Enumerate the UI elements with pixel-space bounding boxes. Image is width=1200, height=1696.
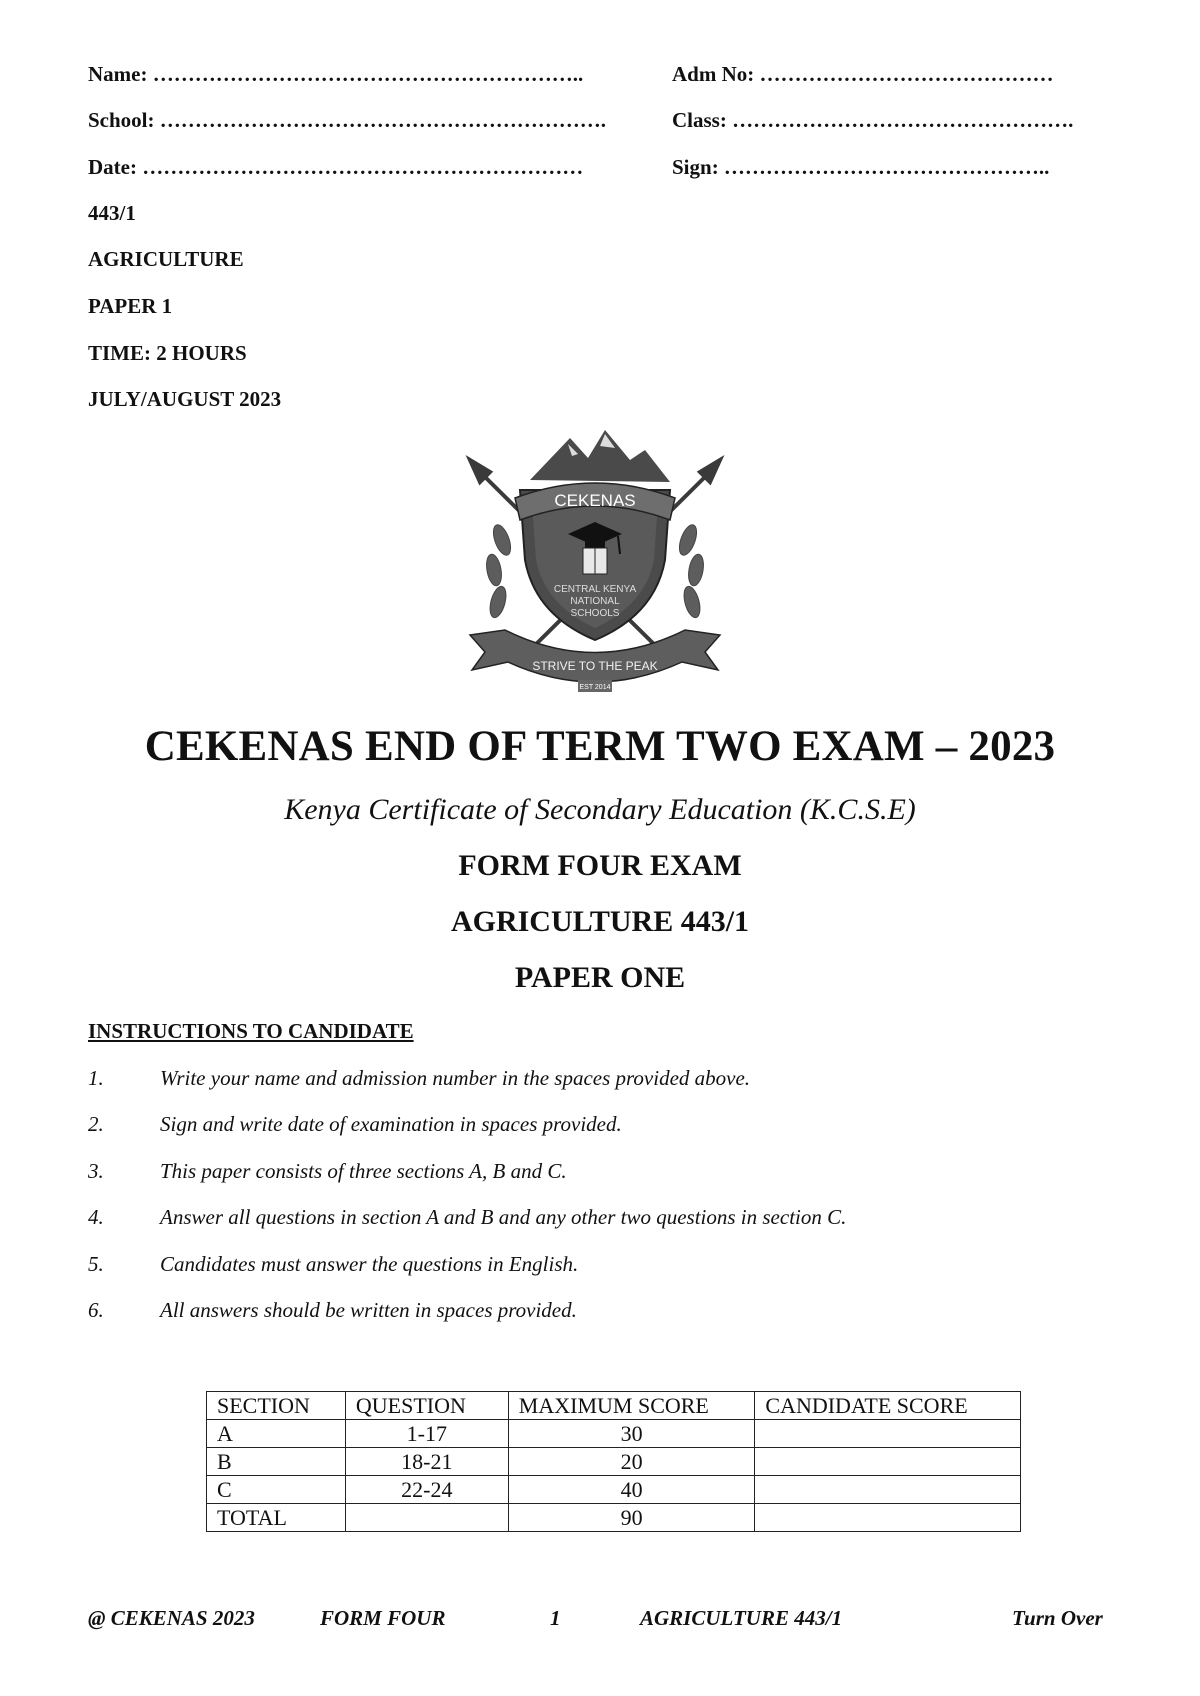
question-cell: 18-21 bbox=[345, 1448, 508, 1476]
question-cell bbox=[345, 1504, 508, 1532]
instruction-item: 6. All answers should be written in spaces provided. bbox=[88, 1298, 577, 1322]
instructions-heading: INSTRUCTIONS TO CANDIDATE bbox=[88, 1019, 414, 1043]
header-section: SECTION bbox=[207, 1392, 346, 1420]
logo-inner-line-2: NATIONAL bbox=[570, 596, 620, 607]
footer-copyright: @ CEKENAS 2023 bbox=[88, 1606, 255, 1630]
time-allowed: TIME: 2 HOURS bbox=[88, 341, 247, 365]
footer-page-number: 1 bbox=[550, 1606, 561, 1630]
adm-no-field: Adm No: …………………………………… bbox=[672, 62, 1054, 86]
header-max-score: MAXIMUM SCORE bbox=[508, 1392, 755, 1420]
section-cell: B bbox=[207, 1448, 346, 1476]
header-question: QUESTION bbox=[345, 1392, 508, 1420]
header-candidate-score: CANDIDATE SCORE bbox=[755, 1392, 1021, 1420]
score-table bbox=[206, 1391, 1021, 1532]
max-score-cell: 90 bbox=[508, 1504, 755, 1532]
instruction-item: 5. Candidates must answer the questions in English. bbox=[88, 1252, 579, 1276]
footer-form: FORM FOUR bbox=[320, 1606, 446, 1630]
logo-inner-line-1: CENTRAL KENYA bbox=[553, 584, 637, 595]
section-cell: TOTAL bbox=[207, 1504, 346, 1532]
section-cell: C bbox=[207, 1476, 346, 1504]
logo-banner-text: CEKENAS bbox=[554, 491, 636, 510]
candidate-score-cell[interactable] bbox=[755, 1504, 1021, 1532]
mountain-icon bbox=[530, 430, 670, 482]
table-header-row bbox=[207, 1392, 1021, 1420]
exam-title: CEKENAS END OF TERM TWO EXAM – 2023 bbox=[144, 723, 1056, 770]
table-row bbox=[207, 1476, 1021, 1504]
paper-one-title: PAPER ONE bbox=[514, 961, 686, 994]
date-field: Date: ……………………………………………………… bbox=[88, 155, 584, 179]
name-field: Name: …………………………………………………….. bbox=[88, 62, 584, 86]
candidate-score-cell[interactable] bbox=[755, 1420, 1021, 1448]
question-cell: 1-17 bbox=[345, 1420, 508, 1448]
cekenas-logo bbox=[460, 430, 730, 705]
subject-code-title: AGRICULTURE 443/1 bbox=[450, 905, 750, 938]
paper-code: 443/1 bbox=[88, 201, 136, 225]
max-score-cell: 30 bbox=[508, 1420, 755, 1448]
exam-subtitle: Kenya Certificate of Secondary Education (K.C.S.E) bbox=[284, 793, 916, 826]
logo-established: EST 2014 bbox=[579, 684, 611, 691]
exam-period: JULY/AUGUST 2023 bbox=[88, 387, 282, 411]
section-cell: A bbox=[207, 1420, 346, 1448]
max-score-cell: 20 bbox=[508, 1448, 755, 1476]
table-row bbox=[207, 1504, 1021, 1532]
footer-turn-over: Turn Over bbox=[1012, 1606, 1103, 1630]
instruction-item: 1. Write your name and admission number in the spaces provided above. bbox=[88, 1066, 751, 1090]
table-row bbox=[207, 1448, 1021, 1476]
logo-inner-line-3: SCHOOLS bbox=[570, 608, 620, 619]
table-row bbox=[207, 1420, 1021, 1448]
candidate-score-cell[interactable] bbox=[755, 1448, 1021, 1476]
paper-number: PAPER 1 bbox=[88, 294, 173, 318]
class-field: Class: …………………………………………. bbox=[672, 108, 1074, 132]
footer-subject: AGRICULTURE 443/1 bbox=[640, 1606, 843, 1630]
sign-field: Sign: ……………………………………….. bbox=[672, 155, 1050, 179]
instruction-item: 3. This paper consists of three sections A, B and C. bbox=[88, 1159, 567, 1183]
instruction-item: 4. Answer all questions in section A and B and any other two questions in section C. bbox=[88, 1205, 847, 1229]
subject-name: AGRICULTURE bbox=[88, 247, 244, 271]
logo-motto: STRIVE TO THE PEAK bbox=[532, 659, 658, 673]
school-field: School: ………………………………………………………. bbox=[88, 108, 607, 132]
form-four-exam: FORM FOUR EXAM bbox=[458, 849, 742, 882]
question-cell: 22-24 bbox=[345, 1476, 508, 1504]
candidate-score-cell[interactable] bbox=[755, 1476, 1021, 1504]
instruction-item: 2. Sign and write date of examination in spaces provided. bbox=[88, 1112, 622, 1136]
max-score-cell: 40 bbox=[508, 1476, 755, 1504]
